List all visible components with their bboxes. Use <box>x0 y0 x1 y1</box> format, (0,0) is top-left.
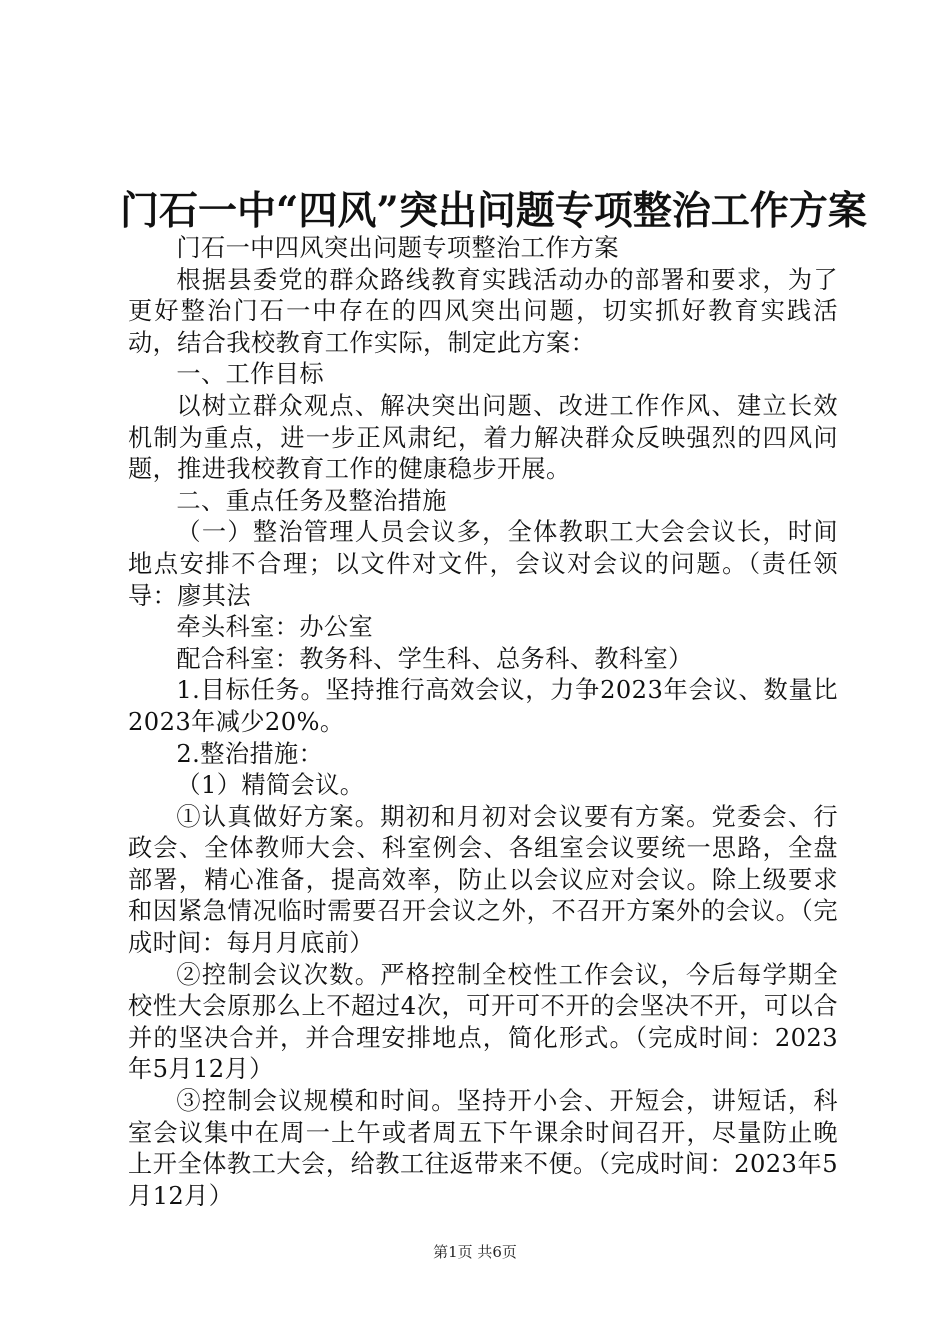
document-body <box>128 233 838 1212</box>
heading-work-goal: 一、工作目标 <box>176 360 324 389</box>
paragraph-measure-one: ①认真做好方案。期初和月初对会议要有方案。党委会、行政会、全体教师大会、科室例会、各组室会议要统一思路，全盘部署，精心准备，提高效率，防止以会议应对会议。除上级要求和因紧急情况临时需要召开会议之外，不召开方案外的会议。（完成时间：每月月底前） <box>128 802 838 958</box>
document-title: 门石一中“四风”突出问题专项整治工作方案 <box>120 188 867 234</box>
paragraph-lead-department: 牵头科室：办公室 <box>176 613 374 642</box>
page-footer: 第1页 共6页 <box>433 1243 517 1261</box>
paragraph-support-departments: 配合科室：教务科、学生科、总务科、教科室） <box>176 644 693 673</box>
paragraph-task-one: （一）整治管理人员会议多，全体教职工大会会议长，时间地点安排不合理；以文件对文件，会议对会议的问题。（责任领导：廖其法 <box>128 518 838 610</box>
paragraph-streamline-meetings: （1）精简会议。 <box>176 771 365 800</box>
paragraph-measures-heading: 2.整治措施： <box>176 739 324 768</box>
paragraph-work-goal: 以树立群众观点、解决突出问题、改进工作作风、建立长效机制为重点，进一步正风肃纪，着力解决群众反映强烈的四风问题，推进我校教育工作的健康稳步开展。 <box>128 391 838 484</box>
paragraph-measure-three: ③控制会议规模和时间。坚持开小会、开短会，讲短话，科室会议集中在周一上午或者周五下午课余时间召开，尽量防止晚上开全体教工大会，给教工往返带来不便。（完成时间：2023年5月12月） <box>128 1087 838 1210</box>
paragraph-intro: 根据县委党的群众路线教育实践活动办的部署和要求，为了更好整治门石一中存在的四风突出问题，切实抓好教育实践活动，结合我校教育工作实际，制定此方案： <box>128 265 838 357</box>
paragraph-subtitle: 门石一中四风突出问题专项整治工作方案 <box>176 234 619 262</box>
heading-key-tasks: 二、重点任务及整治措施 <box>176 486 447 515</box>
paragraph-measure-two: ②控制会议次数。严格控制全校性工作会议，今后每学期全校性大会原那么上不超过4次，可开可不开的会坚决不开，可以合并的坚决合并，并合理安排地点，简化形式。（完成时间：2023年5月12月） <box>128 960 838 1084</box>
paragraph-target-task: 1.目标任务。坚持推行高效会议，力争2023年会议、数量比2023年减少20%。 <box>128 676 838 736</box>
